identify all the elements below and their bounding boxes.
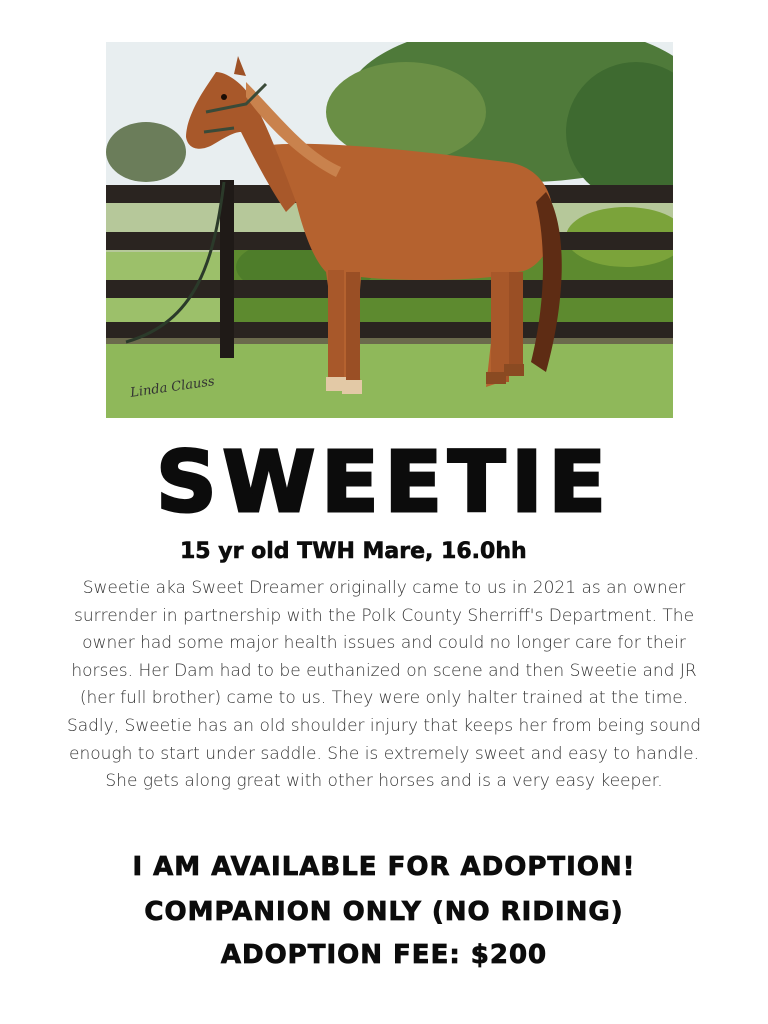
companion-only-text: COMPANION ONLY (NO RIDING): [144, 897, 624, 927]
horse-photo: [106, 42, 673, 418]
horse-description: Sweetie aka Sweet Dreamer originally came to us in 2021 as an owner surrender in partnership with the Polk County Sherriff's Department. The owner had some major health issues and could no longer care for their horses. Her Dam had to be euthanized on scene and then Sweetie and JR (her full brother) came to us. They were only halter trained at the time. Sadly, Sweetie has an old shoulder injury that keeps her from being sound enough to start under saddle. She is extremely sweet and easy to handle. She gets along great with other horses and is a very easy keeper.: [66, 578, 702, 792]
photographer-signature: Linda Clauss: [129, 374, 216, 401]
adoption-availability-text: I AM AVAILABLE FOR ADOPTION!: [132, 852, 636, 882]
adoption-fee-text: ADOPTION FEE: $200: [220, 940, 548, 970]
horse-name-heading: SWEETIE: [156, 433, 612, 531]
horse-details-subtitle: 15 yr old TWH Mare, 16.0hh: [180, 539, 527, 564]
